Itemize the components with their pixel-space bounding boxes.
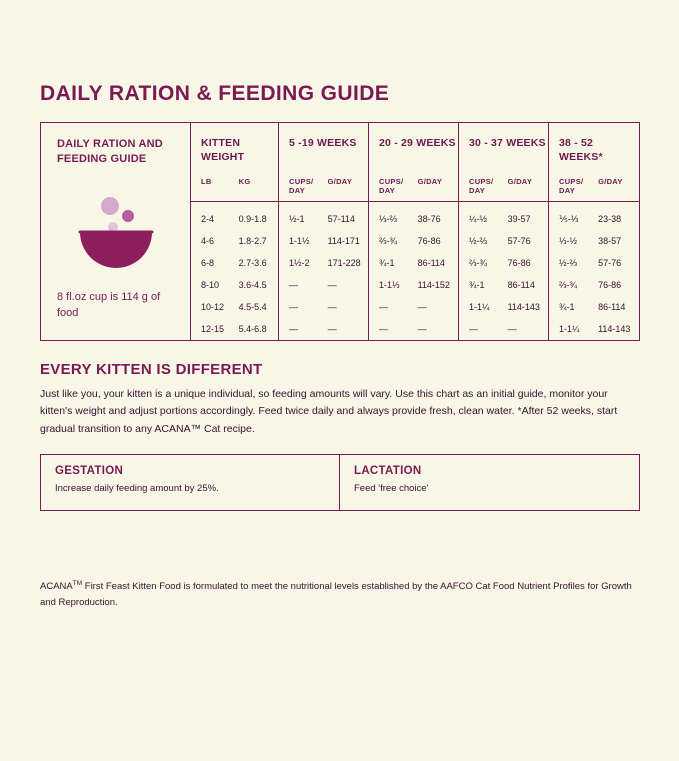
cell-cups: 1-1¼: [559, 324, 580, 334]
table-row: [201, 230, 278, 252]
column-38-52-weeks: [549, 202, 639, 340]
gestation-text: Increase daily feeding amount by 25%.: [55, 482, 219, 494]
cell-cups: ⅔-¾: [559, 280, 578, 290]
cell-grams: 57-114: [327, 214, 355, 224]
cell-grams: 38-57: [598, 236, 622, 246]
subheader-kg: KG: [238, 177, 251, 186]
table-row: [201, 296, 278, 318]
subheader-cups-day: CUPS/ DAY: [289, 177, 314, 195]
table-row: [379, 208, 458, 230]
table-row: [289, 230, 368, 252]
column-kitten-weight: [191, 202, 279, 340]
cell-kg: 1.8-2.7: [238, 236, 267, 246]
cell-lb: 8-10: [201, 280, 220, 290]
cell-grams: —: [327, 302, 337, 312]
table-row: [379, 318, 458, 340]
table-row: [379, 230, 458, 252]
cell-cups: ½-⅔: [469, 236, 488, 246]
page-title: DAILY RATION & FEEDING GUIDE: [40, 82, 390, 105]
cell-grams: —: [507, 324, 517, 334]
table-row: [379, 252, 458, 274]
cell-cups: ¾-1: [559, 302, 575, 312]
cell-cups: 1-1¼: [469, 302, 490, 312]
lactation-box: [340, 455, 639, 510]
table-row: [559, 252, 639, 274]
table-row: [289, 296, 368, 318]
cell-kg: 5.4-6.8: [238, 324, 267, 334]
cell-kg: 4.5-5.4: [238, 302, 267, 312]
lactation-title: LACTATION: [354, 464, 422, 477]
cell-cups: ¾-1: [379, 258, 395, 268]
cell-cups: —: [289, 324, 298, 334]
column-20-29-weeks: [369, 202, 459, 340]
table-row: [559, 208, 639, 230]
table-row: [469, 296, 548, 318]
subheader-lb: LB: [201, 177, 212, 186]
section-heading: EVERY KITTEN IS DIFFERENT: [40, 361, 263, 378]
section-body-text: Just like you, your kitten is a unique individual, so feeding amounts will vary. Use this chart as an initial guide, monitor your kitten's weight and adjust portions accordingly. Feed twice daily and always provide fresh, clean water. *After 52 weeks, start gradual transition to any ACANA™ Cat recipe.: [40, 388, 618, 435]
table-row: [469, 208, 548, 230]
cell-cups: ⅓-½: [559, 236, 578, 246]
cell-cups: ⅓-⅔: [379, 214, 398, 224]
table-row: [201, 252, 278, 274]
left-panel-heading: DAILY RATION AND FEEDING GUIDE: [57, 138, 163, 165]
footer-disclaimer: [40, 579, 640, 610]
cell-lb: 12-15: [201, 324, 225, 334]
feeding-guide-page: [0, 82, 679, 761]
cell-grams: 76-86: [417, 236, 441, 246]
table-row: [379, 296, 458, 318]
cell-cups: —: [289, 280, 298, 290]
cell-lb: 2-4: [201, 214, 215, 224]
table-body: [191, 202, 639, 340]
column-header-kitten-weight: [191, 123, 279, 201]
feeding-table: [40, 122, 640, 341]
subheader-cups-day: CUPS/ DAY: [559, 177, 584, 195]
subheader-g-day: G/DAY: [327, 177, 353, 186]
column-title: 5 -19 WEEKS: [289, 137, 357, 149]
special-conditions-boxes: [40, 454, 640, 511]
table-row: [201, 208, 278, 230]
table-row: [289, 252, 368, 274]
cell-cups: —: [379, 302, 388, 312]
cell-grams: —: [327, 324, 337, 334]
cell-cups: 1-1⅓: [379, 280, 400, 290]
subheader-g-day: G/DAY: [507, 177, 533, 186]
cell-cups: —: [379, 324, 388, 334]
cell-cups: —: [289, 302, 298, 312]
cup-note: 8 fl.oz cup is 114 g of food: [57, 291, 161, 320]
cell-cups: ¼-½: [469, 214, 488, 224]
gestation-box: [41, 455, 340, 510]
cell-lb: 10-12: [201, 302, 225, 312]
cell-kg: 0.9-1.8: [238, 214, 267, 224]
cell-grams: —: [417, 302, 427, 312]
cell-cups: ¾-1: [469, 280, 485, 290]
cell-cups: ½-1: [289, 214, 305, 224]
lactation-text: Feed 'free choice': [354, 482, 429, 494]
table-row: [469, 230, 548, 252]
cell-grams: 86-114: [598, 302, 626, 312]
column-header-38-52-weeks: [549, 123, 639, 201]
column-header-30-37-weeks: [459, 123, 549, 201]
cell-grams: 114-143: [598, 324, 631, 334]
table-row: [379, 274, 458, 296]
table-row: [559, 318, 639, 340]
cell-grams: 38-76: [417, 214, 441, 224]
subheader-cups-day: CUPS/ DAY: [469, 177, 494, 195]
table-header-row: [191, 123, 639, 202]
cell-grams: —: [417, 324, 427, 334]
cat-food-bowl-icon: [57, 167, 174, 290]
table-row: [559, 274, 639, 296]
cell-grams: 57-76: [507, 236, 531, 246]
footer-brand: ACANA: [40, 581, 73, 593]
cell-cups: ⅔-¾: [379, 236, 398, 246]
table-row: [469, 274, 548, 296]
column-title: 38 - 52 WEEKS*: [559, 137, 603, 163]
cell-grams: 23-38: [598, 214, 622, 224]
trademark-symbol: TM: [72, 580, 83, 588]
cell-cups: ⅔-¾: [469, 258, 488, 268]
table-row: [289, 318, 368, 340]
cell-grams: 76-86: [507, 258, 531, 268]
cell-grams: 76-86: [598, 280, 622, 290]
cell-lb: 6-8: [201, 258, 215, 268]
footer-body: First Feast Kitten Food is formulated to meet the nutritional levels established by the AAFCO Cat Food Nutrient Profiles for Growth and Reproduction.: [40, 581, 632, 608]
table-row: [289, 208, 368, 230]
column-title: 20 - 29 WEEKS: [379, 137, 456, 149]
cell-kg: 2.7-3.6: [238, 258, 267, 268]
table-row: [469, 318, 548, 340]
cell-grams: 114-152: [417, 280, 450, 290]
table-row: [201, 274, 278, 296]
cell-grams: —: [327, 280, 337, 290]
cell-grams: 114-171: [327, 236, 360, 246]
cell-cups: 1-1½: [289, 236, 310, 246]
cell-grams: 86-114: [417, 258, 445, 268]
cell-cups: ⅕-⅓: [559, 213, 579, 224]
column-header-20-29-weeks: [369, 123, 459, 201]
cell-kg: 3.6-4.5: [238, 280, 267, 290]
table-left-panel: [41, 123, 191, 340]
table-row: [559, 296, 639, 318]
column-header-5-19-weeks: [279, 123, 369, 201]
table-row: [201, 318, 278, 340]
table-row: [289, 274, 368, 296]
table-row: [469, 252, 548, 274]
cell-grams: 39-57: [507, 214, 531, 224]
cell-cups: —: [469, 324, 478, 334]
subheader-g-day: G/DAY: [417, 177, 443, 186]
column-title: 30 - 37 WEEKS: [469, 137, 546, 149]
table-grid: [191, 123, 639, 340]
column-5-19-weeks: [279, 202, 369, 340]
cell-grams: 86-114: [507, 280, 535, 290]
subheader-g-day: G/DAY: [598, 177, 623, 186]
cell-cups: ½-⅔: [559, 258, 578, 268]
cell-grams: 171-228: [327, 258, 361, 268]
subheader-cups-day: CUPS/ DAY: [379, 177, 404, 195]
table-row: [559, 230, 639, 252]
gestation-title: GESTATION: [55, 464, 124, 477]
column-title: KITTEN WEIGHT: [201, 137, 245, 163]
cell-cups: 1½-2: [289, 258, 310, 268]
column-30-37-weeks: [459, 202, 549, 340]
cell-lb: 4-6: [201, 236, 215, 246]
cell-grams: 114-143: [507, 302, 540, 312]
cell-grams: 57-76: [598, 258, 622, 268]
